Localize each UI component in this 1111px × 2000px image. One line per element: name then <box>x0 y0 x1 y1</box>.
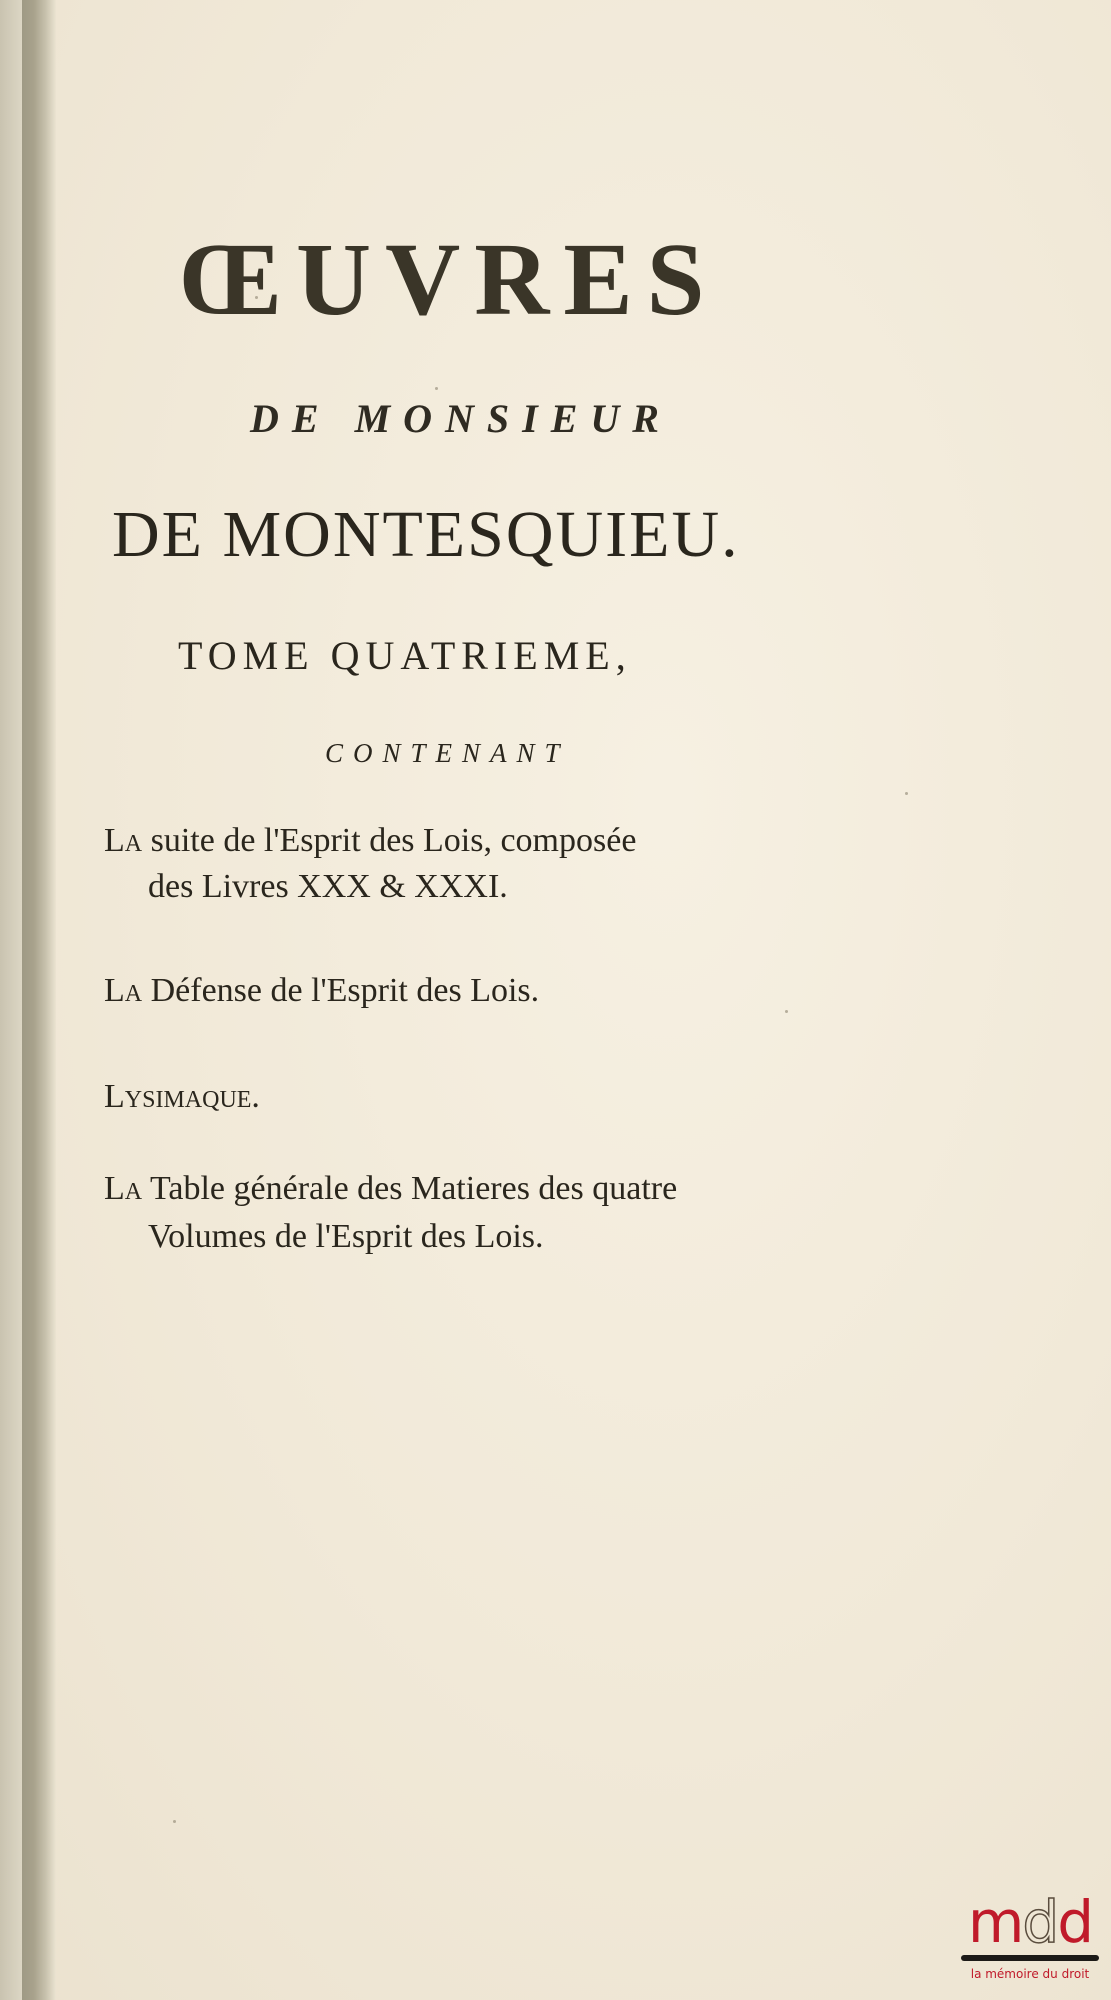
contents-item-2 <box>104 972 539 1010</box>
author-name: DE MONTESQUIEU. <box>112 498 740 571</box>
item-text: Table générale des Matieres des quatre <box>150 1170 678 1207</box>
contents-item-4 <box>104 1170 677 1208</box>
item-lead: La <box>104 972 143 1009</box>
item-text: suite de l'Esprit des Lois, composée <box>150 822 637 859</box>
title-oeuvres: ŒUVRES <box>178 222 719 337</box>
book-gutter-shadow <box>22 0 56 2000</box>
logo-tagline: la mémoire du droit <box>970 1967 1090 1981</box>
contents-item-3 <box>104 1078 260 1116</box>
volume-label: TOME QUATRIEME, <box>178 633 632 678</box>
item-lead: La <box>104 822 143 859</box>
book-gutter-edge <box>0 0 22 2000</box>
mdd-watermark-logo <box>955 1888 1105 1993</box>
contents-item-1 <box>104 822 636 860</box>
contents-item-1-continued: des Livres XXX & XXXI. <box>148 868 508 905</box>
paper-speck <box>785 1010 788 1013</box>
mdd-logo-mark: mdd <box>967 1888 1093 1956</box>
paper-speck <box>173 1820 176 1823</box>
contents-label: CONTENANT <box>325 738 570 768</box>
item-text: Défense de l'Esprit des Lois. <box>150 972 540 1009</box>
paper-speck <box>905 792 908 795</box>
contents-item-4-continued: Volumes de l'Esprit des Lois. <box>148 1218 544 1255</box>
item-lead: La <box>104 1170 143 1207</box>
subtitle-de-monsieur: DE MONSIEUR <box>250 396 672 441</box>
item-lead: Lysimaque. <box>104 1078 260 1115</box>
paper-speck <box>435 387 438 390</box>
